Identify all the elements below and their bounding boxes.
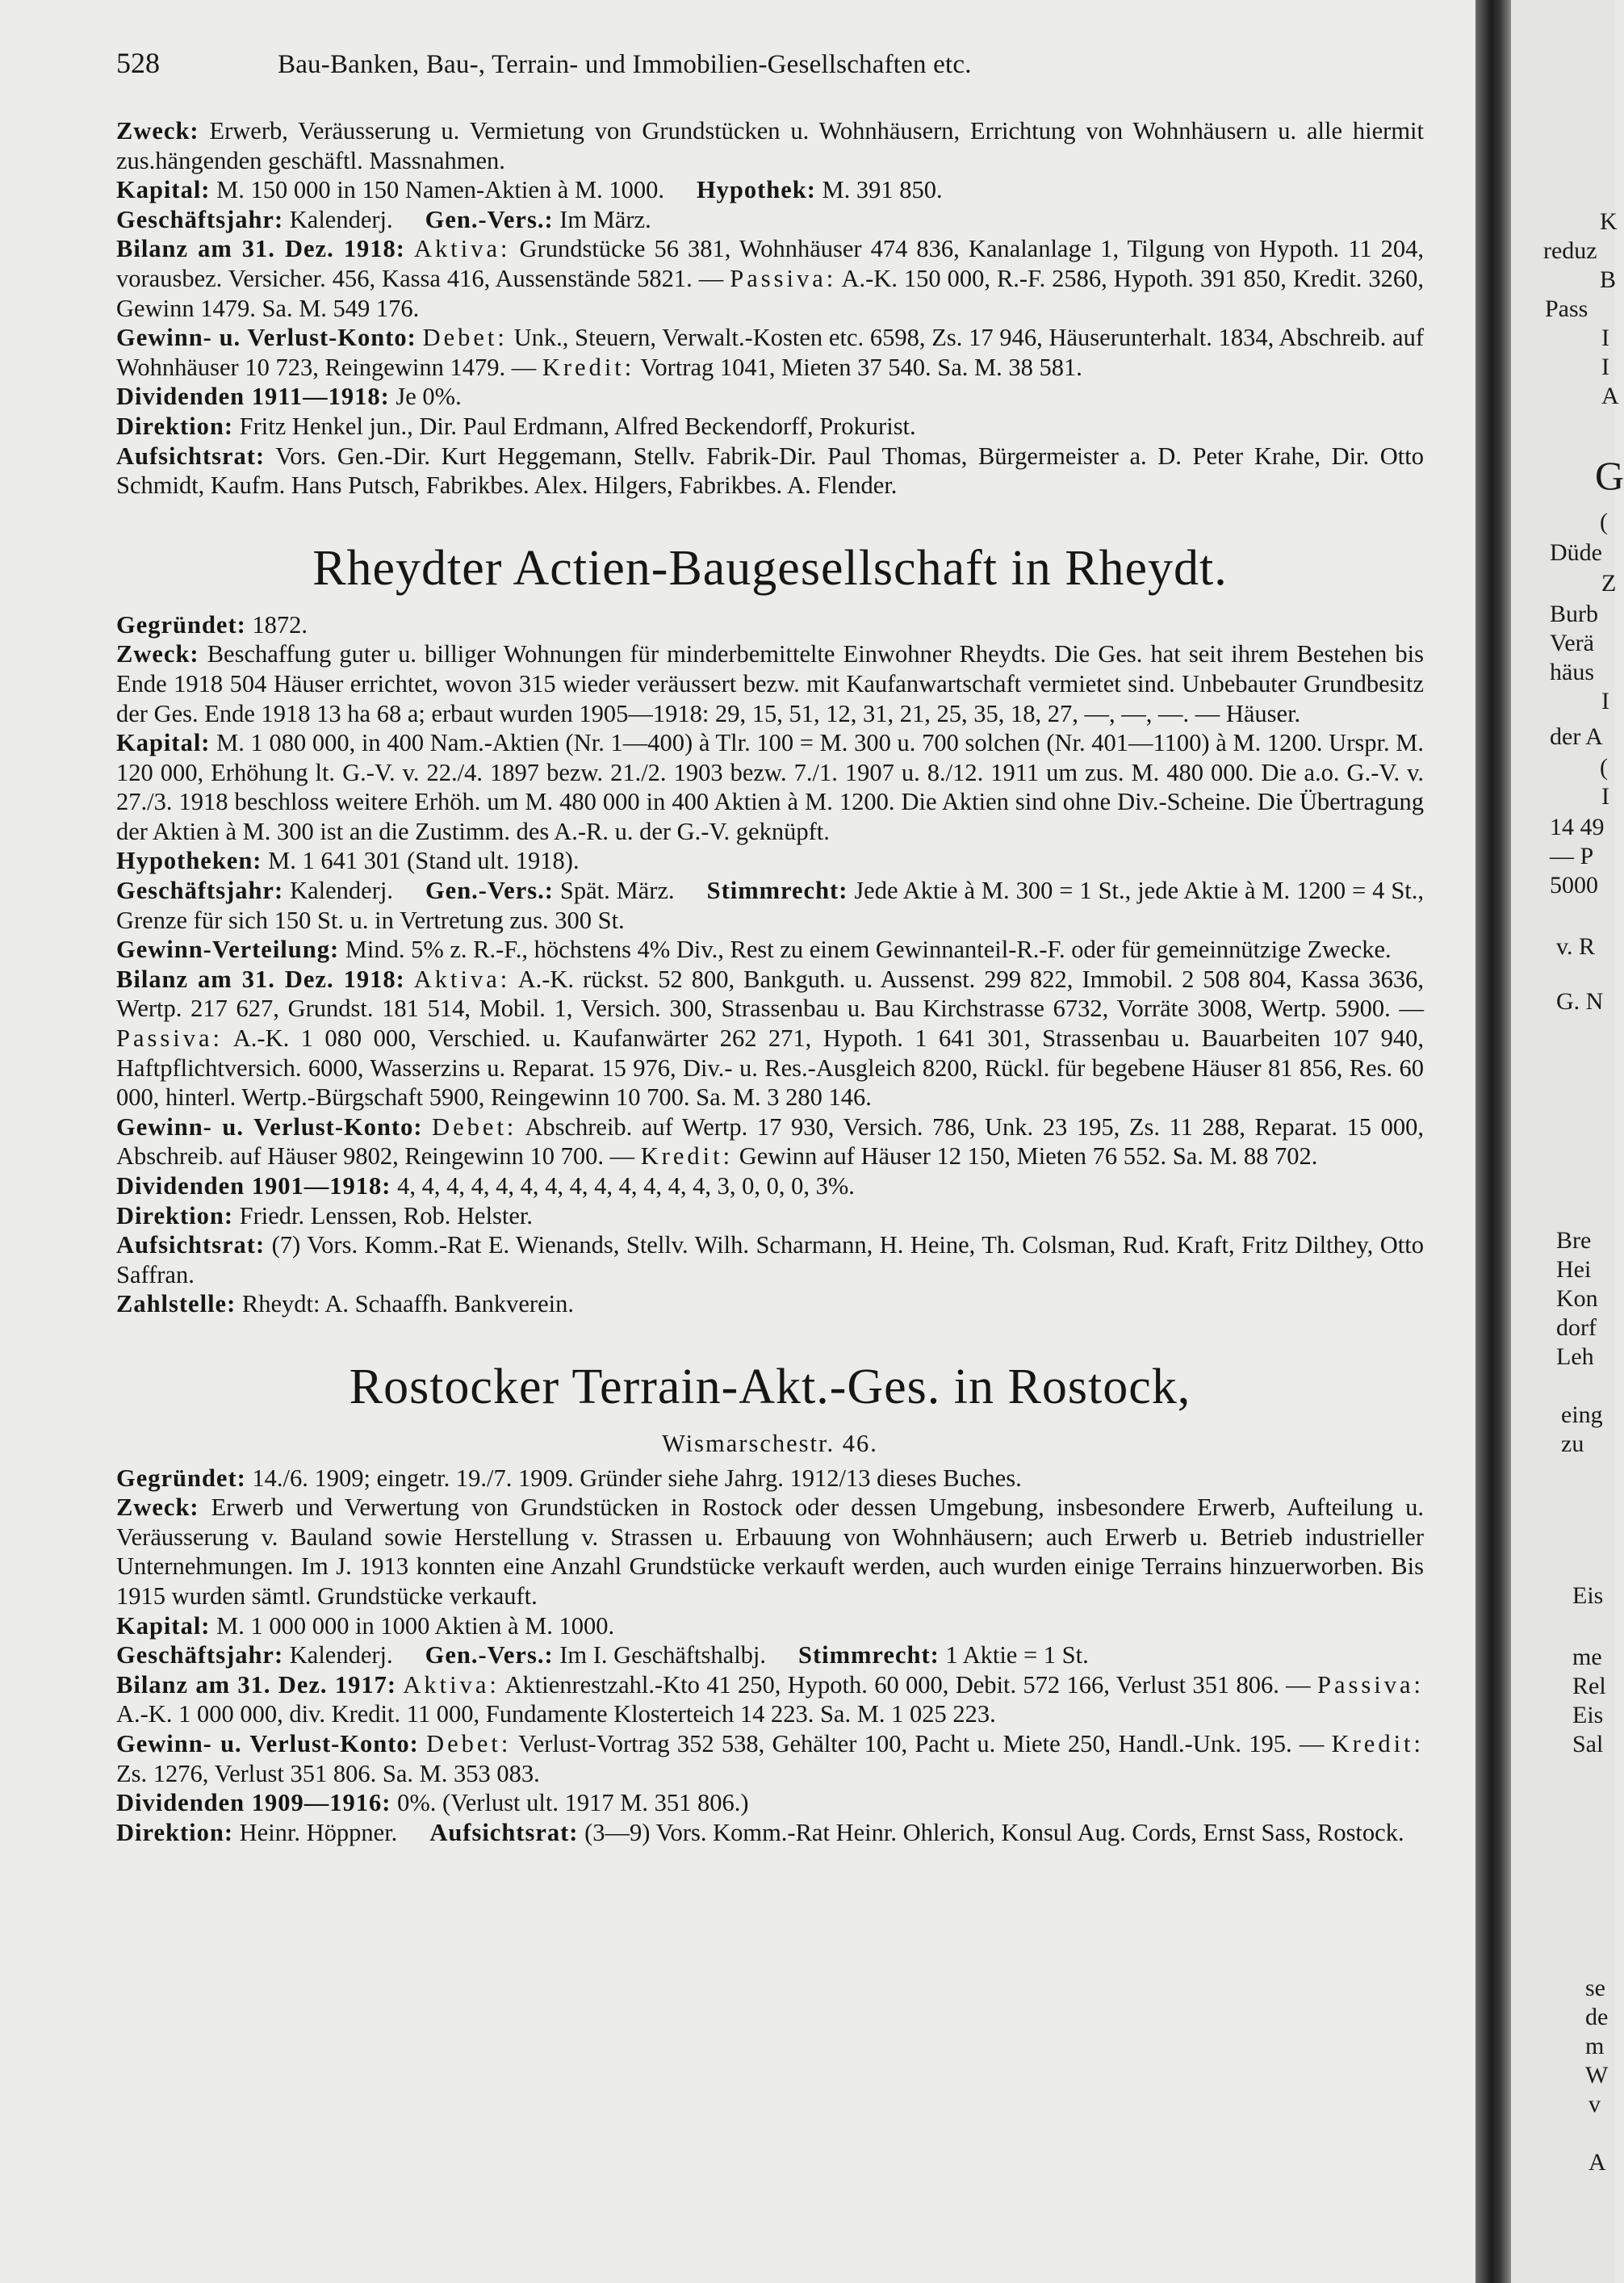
facing-text-fragment: Verä [1550, 630, 1594, 656]
running-title: Bau-Banken, Bau-, Terrain- und Immobilien-Gesellschaften etc. [278, 50, 972, 79]
zweck-paragraph [116, 116, 1424, 175]
label-direktion: Direktion: [116, 412, 233, 440]
facing-text-fragment: G [1595, 453, 1624, 498]
facing-text-fragment: v. R [1556, 933, 1596, 960]
label-geschaeftsjahr: Geschäftsjahr: [116, 877, 284, 905]
facing-text-fragment: Hei [1556, 1256, 1592, 1283]
label-bilanz: Bilanz am 31. Dez. 1918: [116, 965, 405, 993]
label-passiva: Passiva: [730, 264, 837, 292]
book-gutter [1475, 0, 1511, 2283]
facing-text-fragment: Düde [1550, 539, 1602, 566]
label-zahlstelle: Zahlstelle: [116, 1290, 236, 1318]
facing-text-fragment: Burb [1550, 601, 1598, 627]
geschaeftsjahr-paragraph [116, 205, 1424, 235]
company-entry-rostock [116, 1358, 1424, 1847]
zahlstelle-paragraph [116, 1289, 1424, 1319]
gewinn-verlust-paragraph [116, 323, 1424, 382]
facing-text-fragment: ( [1600, 754, 1608, 781]
kapital-text: M. 1 000 000 in 1000 Aktien à M. 1000. [216, 1611, 615, 1640]
facing-text-fragment: Kon [1556, 1285, 1598, 1312]
label-dividenden: Dividenden 1901—1918: [116, 1172, 391, 1200]
zweck-text: Erwerb, Veräusserung u. Vermietung von Grundstücken u. Wohnhäusern, Errichtung von Wohnhäusern u. alle hiermit zus.hängenden geschäftl. Massnahmen. [116, 117, 1425, 174]
label-passiva: Passiva: [1317, 1670, 1424, 1699]
label-gen-vers: Gen.-Vers.: [425, 877, 554, 905]
dividenden-paragraph [116, 1788, 1424, 1818]
facing-text-fragment: dorf [1556, 1314, 1597, 1341]
facing-text-fragment: eing [1561, 1401, 1603, 1428]
facing-text-fragment: G. N [1556, 988, 1604, 1015]
gegruendet-paragraph [116, 610, 1424, 640]
gegruendet-paragraph [116, 1464, 1424, 1493]
company-title: Rostocker Terrain-Akt.-Ges. in Rostock, [349, 1359, 1191, 1414]
label-gen-vers: Gen.-Vers.: [425, 1641, 554, 1669]
bilanz-passiva-text: A.-K. 150 000, R.-F. 2586, Hypoth. 391 850, Kredit. 3260, Gewinn 1479. Sa. M. 549 176. [116, 264, 1424, 322]
facing-text-fragment: m [1585, 2033, 1605, 2059]
gegruendet-text: 14./6. 1909; eingetr. 19./7. 1909. Gründer siehe Jahrg. 1912/13 dieses Buches. [252, 1464, 1022, 1492]
kapital-paragraph [116, 175, 1424, 205]
direktion-text: Fritz Henkel jun., Dir. Paul Erdmann, Alfred Beckendorff, Prokurist. [239, 412, 916, 440]
label-hypothek: Hypothek: [696, 176, 816, 204]
label-direktion: Direktion: [116, 1818, 233, 1846]
hypotheken-text: M. 1 641 301 (Stand ult. 1918). [268, 847, 580, 875]
company-entry-rheydt [116, 539, 1424, 1319]
facing-text-fragment: de [1585, 2004, 1609, 2030]
label-stimmrecht: Stimmrecht: [798, 1641, 940, 1669]
facing-text-fragment: Eis [1572, 1702, 1604, 1728]
direktion-text: Heinr. Höppner. [239, 1818, 398, 1846]
label-aufsichtsrat: Aufsichtsrat: [429, 1818, 579, 1846]
facing-text-fragment: Pass [1545, 295, 1588, 322]
bilanz-paragraph [116, 965, 1424, 1112]
kapital-text: M. 150 000 in 150 Namen-Aktien à M. 1000. [216, 176, 664, 204]
dividenden-text: Je 0%. [396, 383, 462, 411]
facing-text-fragment: Eis [1572, 1582, 1604, 1609]
label-dividenden: Dividenden 1911—1918: [116, 383, 390, 411]
facing-text-fragment: A [1588, 2149, 1606, 2176]
label-kapital: Kapital: [116, 1611, 211, 1640]
label-zweck: Zweck: [116, 117, 199, 145]
zweck-paragraph [116, 639, 1424, 728]
facing-text-fragment: Sal [1572, 1731, 1604, 1757]
gewinn-verlust-paragraph [116, 1112, 1424, 1171]
guv-kredit-text: Zs. 1276, Verlust 351 806. Sa. M. 353 083. [116, 1759, 540, 1787]
facing-text-fragment: v [1588, 2091, 1601, 2118]
label-aktiva: Aktiva: [403, 1670, 500, 1699]
facing-text-fragment: A [1601, 383, 1619, 409]
label-direktion: Direktion: [116, 1201, 233, 1229]
gegruendet-text: 1872. [252, 610, 308, 639]
guv-kredit-text: Gewinn auf Häuser 12 150, Mieten 76 552. Sa. M. 88 702. [739, 1142, 1318, 1171]
company-title: Rheydter Actien-Baugesellschaft in Rheydt. [312, 540, 1228, 596]
stimmrecht-text: 1 Aktie = 1 St. [945, 1641, 1089, 1669]
aufsichtsrat-text: (3—9) Vors. Komm.-Rat Heinr. Ohlerich, Konsul Aug. Cords, Ernst Sass, Rostock. [584, 1818, 1404, 1846]
dividenden-text: 4, 4, 4, 4, 4, 4, 4, 4, 4, 4, 4, 4, 4, 3, 0, 0, 0, 3%. [397, 1172, 855, 1200]
running-header [116, 48, 1424, 82]
gewinn-verlust-paragraph [116, 1729, 1424, 1788]
dividenden-paragraph [116, 1171, 1424, 1201]
label-zweck: Zweck: [116, 1493, 199, 1522]
label-geschaeftsjahr: Geschäftsjahr: [116, 205, 284, 233]
zweck-text: Beschaffung guter u. billiger Wohnungen für minderbemittelte Einwohner Rheydts. Die Ges. hat seit ihrem Bestehen bis Ende 1918 504 Häuser errichtet, wovon 315 wieder veräussert bezw. mit Kaufanwartschaft vermietet sind. Unbebauter Grundbesitz der Ges. Ende 1918 13 ha 68 a; erbaut wurden 1905—1918: 29, 15, 51, 12, 31, 21, 25, 35, 18, 27, —, —, —. — Häuser. [116, 640, 1425, 727]
bilanz-aktiva-text: Aktienrestzahl.-Kto 41 250, Hypoth. 60 000, Debit. 572 166, Verlust 351 806. — [504, 1670, 1311, 1699]
guv-debet-text: Abschreib. auf Wertp. 17 930, Versich. 786, Unk. 23 195, Zs. 11 288, Reparat. 15 000, Abschreib. auf Häuser 9802, Reingewinn 10 700. — [116, 1112, 1425, 1171]
facing-page-edge [1511, 0, 1624, 2283]
label-bilanz: Bilanz am 31. Dez. 1917: [116, 1670, 397, 1699]
geschaeftsjahr-text: Kalenderj. [289, 1641, 393, 1669]
facing-text-fragment: se [1585, 1975, 1605, 2001]
bilanz-aktiva-text: Grundstücke 56 381, Wohnhäuser 474 836, Kanalanlage 1, Tilgung von Hypoth. 11 204, vorausbez. Versicher. 456, Kassa 416, Aussenstände 5821. — [116, 235, 1425, 292]
facing-text-fragment: ( [1600, 509, 1608, 535]
guv-kredit-text: Vortrag 1041, Mieten 37 540. Sa. M. 38 581. [640, 353, 1082, 381]
dividenden-paragraph [116, 382, 1424, 412]
facing-text-fragment: W [1585, 2062, 1609, 2088]
facing-text-fragment: häus [1550, 659, 1594, 685]
zahlstelle-text: Rheydt: A. Schaaffh. Bankverein. [241, 1290, 574, 1318]
facing-text-fragment: 5000 [1550, 872, 1598, 899]
label-kredit: Kredit: [1331, 1729, 1425, 1757]
direktion-text: Friedr. Lenssen, Rob. Helster. [239, 1201, 534, 1229]
gewinn-verteilung-paragraph [116, 935, 1424, 965]
facing-text-fragment: Rel [1572, 1673, 1606, 1699]
label-hypotheken: Hypotheken: [116, 847, 262, 875]
kapital-text: M. 1 080 000, in 400 Nam.-Aktien (Nr. 1—400) à Tlr. 100 = M. 300 u. 700 solchen (Nr. 401—1100) à M. 1200. Urspr. M. 120 000, Erhöhung lt. G.-V. v. 22./4. 1897 bezw. 21./2. 1903 bezw. 7./1. 1907 u. 8./12. 1911 um zus. M. 480 000. Die a.o. G.-V. v. 27./3. 1918 beschloss weitere Erhöh. um M. 480 000 in 400 Aktien à M. 1200. Die Aktien sind ohne Div.-Scheine. Die Übertragung der Aktien à M. 300 ist an die Zustimm. des A.-R. u. der G.-V. geknüpft. [116, 729, 1425, 845]
kapital-paragraph [116, 1611, 1424, 1641]
bilanz-passiva-text: A.-K. 1 000 000, div. Kredit. 11 000, Fundamente Klosterteich 14 223. Sa. M. 1 025 223. [116, 1700, 996, 1728]
facing-text-fragment: 14 49 [1550, 814, 1605, 840]
facing-text-fragment: Bre [1556, 1227, 1592, 1254]
facing-text-fragment: K [1600, 208, 1618, 235]
hypotheken-paragraph [116, 846, 1424, 876]
facing-text-fragment: zu [1561, 1431, 1584, 1457]
label-aufsichtsrat: Aufsichtsrat: [116, 442, 266, 470]
gen-vers-text: Im März. [559, 205, 651, 233]
page-number: 528 [116, 47, 160, 79]
direktion-paragraph [116, 1201, 1424, 1231]
label-kredit: Kredit: [640, 1142, 734, 1171]
facing-text-fragment: I [1601, 688, 1609, 714]
label-gewinn-verlust: Gewinn- u. Verlust-Konto: [116, 1112, 423, 1141]
aufsichtsrat-text: (7) Vors. Komm.-Rat E. Wienands, Stellv. Wilh. Scharmann, H. Heine, Th. Colsman, Rud. Kraft, Fritz Dilthey, Otto Saffran. [116, 1231, 1424, 1288]
label-gegruendet: Gegründet: [116, 1464, 246, 1492]
aufsichtsrat-paragraph [116, 442, 1424, 501]
label-debet: Debet: [422, 324, 508, 352]
bilanz-aktiva-text: A.-K. rückst. 52 800, Bankguth. u. Aussenst. 299 822, Immobil. 2 508 804, Kassa 3636, Wertp. 217 627, Grundst. 181 514, Mobil. 1, Versich. 300, Strassenbau u. Bau Kirchstrasse 6732, Vorräte 3008, Wertp. 5900. — [116, 965, 1424, 1023]
label-aufsichtsrat: Aufsichtsrat: [116, 1231, 266, 1259]
label-debet: Debet: [432, 1112, 517, 1141]
label-geschaeftsjahr: Geschäftsjahr: [116, 1641, 284, 1669]
page-body [116, 48, 1424, 1847]
stimmrecht-text: Jede Aktie à M. 300 = 1 St., jede Aktie à M. 1200 = 4 St., Grenze für sich 150 St. u. in Vertretung zus. 300 St. [116, 877, 1425, 934]
facing-text-fragment: I [1601, 354, 1609, 380]
gen-vers-text: Im I. Geschäftshalbj. [559, 1641, 767, 1669]
label-debet: Debet: [426, 1729, 512, 1757]
gen-vers-text: Spät. März. [559, 877, 675, 905]
facing-text-fragment: I [1601, 325, 1609, 351]
direktion-aufsichtsrat-paragraph [116, 1818, 1424, 1848]
geschaeftsjahr-text: Kalenderj. [289, 205, 393, 233]
label-zweck: Zweck: [116, 640, 199, 668]
guv-debet-text: Verlust-Vortrag 352 538, Gehälter 100, Pacht u. Miete 250, Handl.-Unk. 195. — [518, 1729, 1325, 1757]
label-passiva: Passiva: [116, 1024, 223, 1053]
facing-text-fragment: der A [1550, 723, 1603, 750]
label-stimmrecht: Stimmrecht: [706, 877, 848, 905]
geschaeftsjahr-text: Kalenderj. [290, 877, 393, 905]
facing-text-fragment: — P [1550, 843, 1594, 869]
guv-debet-text: Unk., Steuern, Verwalt.-Kosten etc. 6598, Zs. 17 946, Häuserunterhalt. 1834, Abschreib. auf Wohnhäuser 10 723, Reingewinn 1479. — [116, 324, 1424, 381]
facing-text-fragment: reduz [1543, 237, 1597, 264]
hypothek-text: M. 391 850. [822, 176, 943, 204]
geschaeftsjahr-paragraph [116, 876, 1424, 935]
label-kapital: Kapital: [116, 176, 211, 204]
label-gewinn-verlust: Gewinn- u. Verlust-Konto: [116, 1729, 419, 1757]
label-kredit: Kredit: [542, 353, 635, 381]
gewinn-verteilung-text: Mind. 5% z. R.-F., höchstens 4% Div., Rest zu einem Gewinnanteil-R.-F. oder für gemeinnützige Zwecke. [345, 936, 1392, 964]
label-gegruendet: Gegründet: [116, 610, 246, 639]
aufsichtsrat-text: Vors. Gen.-Dir. Kurt Heggemann, Stellv. Fabrik-Dir. Paul Thomas, Bürgermeister a. D. Peter Krahe, Dir. Otto Schmidt, Kaufm. Hans Putsch, Fabrikbes. Alex. Hilgers, Fabrikbes. A. Flender. [116, 442, 1425, 500]
label-gewinn-verteilung: Gewinn-Verteilung: [116, 936, 340, 964]
label-kapital: Kapital: [116, 729, 211, 757]
geschaeftsjahr-paragraph [116, 1640, 1424, 1670]
dividenden-text: 0%. (Verlust ult. 1917 M. 351 806.) [397, 1789, 749, 1817]
label-dividenden: Dividenden 1909—1916: [116, 1789, 391, 1817]
facing-text-fragment: me [1572, 1644, 1602, 1670]
label-bilanz: Bilanz am 31. Dez. 1918: [116, 235, 405, 263]
facing-text-fragment: Z [1601, 570, 1617, 597]
label-aktiva: Aktiva: [413, 965, 511, 993]
facing-text-fragment: I [1601, 783, 1609, 810]
direktion-paragraph [116, 412, 1424, 442]
facing-text-fragment: Leh [1556, 1343, 1594, 1370]
zweck-text: Erwerb und Verwertung von Grundstücken in Rostock oder dessen Umgebung, insbesondere Erwerb, Aufteilung u. Veräusserung v. Bauland sowie Herstellung v. Strassen u. Erbauung von Wohnhäusern; auch Erwerb u. Betrieb industrieller Unternehmungen. Im J. 1913 konnten eine Anzahl Grundstücke verkauft werden, auch wurden einige Terrains hinzuerworben. Bis 1915 wurden sämtl. Grundstücke verkauft. [116, 1493, 1424, 1610]
facing-text-fragment: B [1600, 266, 1617, 293]
company-entry-continued [116, 116, 1424, 501]
kapital-paragraph [116, 728, 1424, 846]
label-aktiva: Aktiva: [413, 235, 511, 263]
bilanz-paragraph [116, 1670, 1424, 1729]
bilanz-paragraph [116, 234, 1424, 323]
bilanz-passiva-text: A.-K. 1 080 000, Verschied. u. Kaufanwärter 262 271, Hypoth. 1 641 301, Strassenbau u. Bauarbeiten 107 940, Haftpflichtversich. 6000, Wasserzins u. Reparat. 15 976, Div.- u. Res.-Ausgleich 8200, Rückl. für begebene Häuser 81 856, Res. 60 000, hinterl. Wertp.-Bürgschaft 5900, Reingewinn 10 700. Sa. M. 3 280 146. [116, 1024, 1424, 1112]
aufsichtsrat-paragraph [116, 1230, 1424, 1289]
label-gen-vers: Gen.-Vers.: [425, 205, 554, 233]
company-address: Wismarschestr. 46. [662, 1429, 878, 1457]
zweck-paragraph [116, 1493, 1424, 1611]
label-gewinn-verlust: Gewinn- u. Verlust-Konto: [116, 324, 416, 352]
